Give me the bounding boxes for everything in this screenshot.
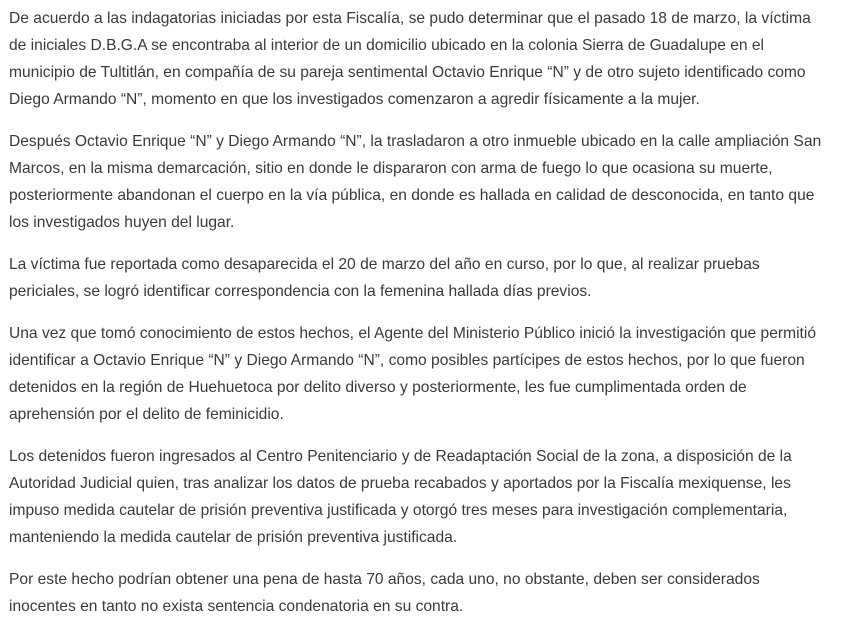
article-paragraph-3: La víctima fue reportada como desaparecida el 20 de marzo del año en curso, por lo que, al realizar pruebas periciales, se logró identificar correspondencia con la femenina hallada días previos. [9,256,760,300]
article-paragraph-1: De acuerdo a las indagatorias iniciadas por esta Fiscalía, se pudo determinar que el pasado 18 de marzo, la víctima de iniciales D.B.G.A se encontraba al interior de un domicilio ubicado en la colonia Sierra de Guadalupe en el municipio de Tultitlán, en compañía de su pareja sentimental Octavio Enrique “N” y de otro sujeto identificado como Diego Armando “N”, momento en que los investigados comenzaron a agredir físicamente a la mujer. [9,10,811,108]
article-paragraph-6: Por este hecho podrían obtener una pena de hasta 70 años, cada uno, no obstante, deben ser considerados inocentes en tanto no exista sentencia condenatoria en su contra. [9,571,760,615]
article-paragraph-4: Una vez que tomó conocimiento de estos hechos, el Agente del Ministerio Público inició la investigación que permitió identificar a Octavio Enrique “N” y Diego Armando “N”, como posibles partícipes de estos hechos, por lo que fueron detenidos en la región de Huehuetoca por delito diverso y posteriormente, les fue cumplimentada orden de aprehensión por el delito de feminicidio. [9,325,816,423]
article-paragraph-2: Después Octavio Enrique “N” y Diego Armando “N”, la trasladaron a otro inmueble ubicado en la calle ampliación San Marcos, en la misma demarcación, sitio en donde le dispararon con arma de fuego lo que ocasiona su muerte, posteriormente abandonan el cuerpo en la vía pública, en donde es hallada en calidad de desconocida, en tanto que los investigados huyen del lugar. [9,133,822,231]
article-body [9,5,829,620]
article-paragraph-5: Los detenidos fueron ingresados al Centro Penitenciario y de Readaptación Social de la zona, a disposición de la Autoridad Judicial quien, tras analizar los datos de prueba recabados y aportados por la Fiscalía mexiquense, les impuso medida cautelar de prisión preventiva justificada y otorgó tres meses para investigación complementaria, manteniendo la medida cautelar de prisión preventiva justificada. [9,448,792,546]
